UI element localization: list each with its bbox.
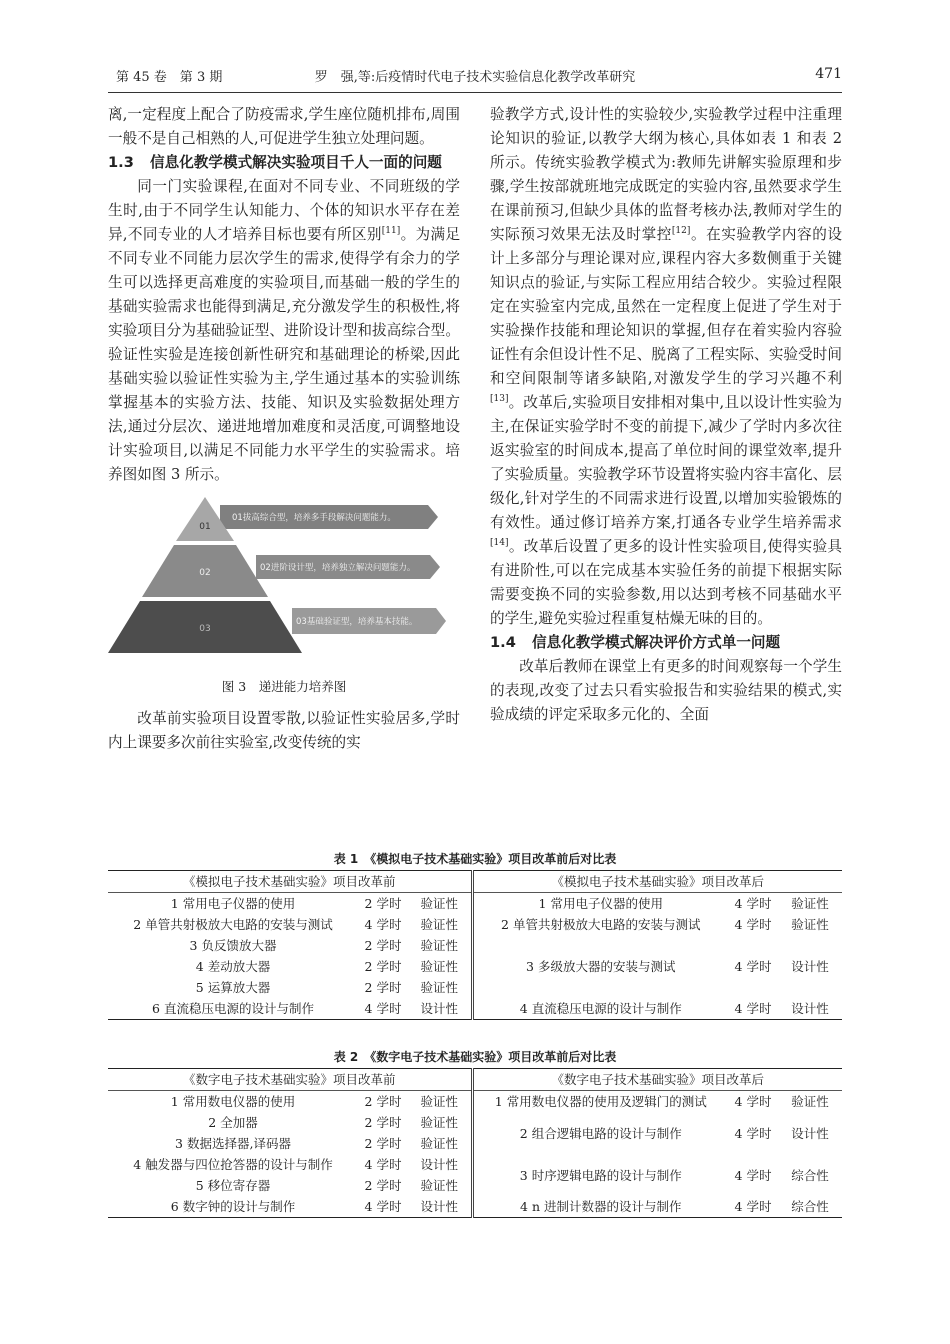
table-cell: 4 学时 <box>364 917 402 932</box>
table-cell: 5 运算放大器 <box>195 980 271 995</box>
tier-number: 01 <box>199 522 211 532</box>
table-cell: 设计性 <box>420 1157 458 1172</box>
table-cell: 2 学时 <box>364 1178 402 1193</box>
table-cell: 4 学时 <box>734 1001 772 1016</box>
table-1 <box>108 870 842 1020</box>
figure-caption: 图 3 递进能力培养图 <box>221 679 347 694</box>
table-cell: 3 负反馈放大器 <box>189 938 277 953</box>
table-cell: 4 学时 <box>734 959 772 974</box>
table-cell: 验证性 <box>420 1136 458 1151</box>
table-title: 表 2 《数字电子技术基础实验》项目改革前后对比表 <box>333 1050 617 1064</box>
table-row <box>108 998 842 1020</box>
table-cell: 验证性 <box>420 1094 458 1109</box>
table-2 <box>108 1068 842 1218</box>
table-cell: 1 常用电子仪器的使用 <box>472 893 728 915</box>
table-cell: 验证性 <box>420 938 458 953</box>
table-row <box>108 1154 842 1175</box>
table-cell: 4 学时 <box>734 1167 772 1183</box>
paragraph-text: 。为满足不同专业不同能力层次学生的需求,使得学有余力的学生可以选择更高难度的实验项目,而基础一般的学生的基础实验需求也能得到满足,充分激发学生的积极性,将实验项目分为基础验证型、进阶设计型和拔高综合型。验证性实验是连接创新性研究和基础理论的桥梁,因此基础实验以验证性实验为主,学生通过基本的实验训练掌握基本的实验方法、技能、知识及实验数据处理方法,通过分层次、递进地增加难度和灵活度,可调整地设计实验项目,以满足不同能力水平学生的实验需求。培养图如图 3 所示。 <box>108 226 460 483</box>
table-cell: 2 学时 <box>364 1115 402 1130</box>
section-number: 1.4 <box>490 634 516 651</box>
section-heading-1-4 <box>490 631 842 655</box>
table-cell: 4 直流稳压电源的设计与制作 <box>472 998 728 1020</box>
running-title: 罗 强,等:后疫情时代电子技术实验信息化教学改革研究 <box>314 70 636 85</box>
table-row <box>108 914 842 935</box>
tier-number: 03 <box>199 624 211 634</box>
table-cell: 1 常用电子仪器的使用 <box>170 896 296 911</box>
table-cell: 4 触发器与四位抢答器的设计与制作 <box>133 1157 333 1172</box>
section-number: 1.3 <box>108 154 134 171</box>
citation-ref: [12] <box>671 226 691 237</box>
table-cell: 4 学时 <box>734 896 772 911</box>
table-cell: 6 数字钟的设计与制作 <box>170 1199 296 1214</box>
table-cell: 4 n 进制计数器的设计与制作 <box>472 1196 728 1218</box>
table-cell: 设计性 <box>420 1001 458 1016</box>
table-cell: 验证性 <box>791 917 829 932</box>
table-1-block <box>108 848 842 1020</box>
table-cell: 设计性 <box>791 1001 829 1016</box>
table-row <box>108 1091 842 1113</box>
table-cell: 2 学时 <box>364 959 402 974</box>
table-cell: 3 时序逻辑电路的设计与制作 <box>472 1154 728 1196</box>
paragraph-text: 验教学方式,设计性的实验较少,实验教学过程中注重理论知识的验证,以教学大纲为核心,具体如表 1 和表 2 所示。传统实验教学模式为:教师先讲解实验原理和步骤,学生按部就班地完成既定的实验内容,虽然要求学生在课前预习,但缺少具体的监督考核办法,教师对学生的实际预习效果无法及时掌控 <box>490 106 842 243</box>
table-cell: 验证性 <box>420 917 458 932</box>
citation-ref: [14] <box>490 538 509 549</box>
body-paragraph: 改革前实验项目设置零散,以验证性实验居多,学时内上课要多次前往实验室,改变传统的实 <box>108 710 460 751</box>
table-cell: 验证性 <box>420 1178 458 1193</box>
table-2-block <box>108 1046 842 1218</box>
table-header-after: 《模拟电子技术基础实验》项目改革后 <box>472 871 842 893</box>
table-cell: 4 学时 <box>734 917 772 932</box>
level-label: 01拔高综合型，培养多手段解决问题能力。 <box>232 513 396 523</box>
table-row <box>108 1112 842 1133</box>
table-title: 表 1 《模拟电子技术基础实验》项目改革前后对比表 <box>333 852 617 866</box>
table-cell: 验证性 <box>791 1094 829 1109</box>
table-row <box>108 1196 842 1218</box>
table-cell: 2 学时 <box>364 1094 402 1109</box>
citation-ref: [13] <box>490 394 509 405</box>
table-header-row <box>108 1069 842 1091</box>
body-paragraph: 改革后教师在课堂上有更多的时间观察每一个学生的表现,改变了过去只看实验报告和实验结果的模式,实验成绩的评定采取多元化的、全面 <box>490 658 842 723</box>
table-cell: 5 移位寄存器 <box>195 1178 271 1193</box>
table-cell: 验证性 <box>420 980 458 995</box>
body-paragraph <box>490 103 842 631</box>
table-cell: 4 学时 <box>734 1199 772 1214</box>
level-label: 03基础验证型，培养基本技能。 <box>296 617 418 627</box>
continued-paragraph: 离,一定程度上配合了防疫需求,学生座位随机排布,周围一般不是自己相熟的人,可促进学生独立处理问题。 <box>108 106 460 147</box>
table-cell: 4 学时 <box>364 1199 402 1214</box>
paragraph-text: 。改革后,实验项目安排相对集中,且以设计性实验为主,在保证实验学时不变的前提下,减少了学时内多次往返实验室的时间成本,提高了单位时间的课堂效率,提升了实验质量。实验教学环节设置将实验内容丰富化、层级化,针对学生的不同需求进行设置,以增加实验锻炼的有效性。通过修订培养方案,打通各专业学生培养需求 <box>490 394 842 531</box>
table-cell: 设计性 <box>791 959 829 974</box>
table-cell: 验证性 <box>420 959 458 974</box>
table-cell: 验证性 <box>791 896 829 911</box>
header-rule <box>108 92 842 93</box>
table-row <box>108 893 842 915</box>
section-heading-1-3 <box>108 151 460 175</box>
table-cell: 2 单管共射极放大电路的安装与测试 <box>472 914 728 935</box>
table-cell: 验证性 <box>420 1115 458 1130</box>
table-cell: 验证性 <box>420 896 458 911</box>
paragraph-text: 同一门实验课程,在面对不同专业、不同班级的学生时,由于不同学生认知能力、个体的知识水平存在差异,不同专业的人才培养目标也要有所区别 <box>108 178 460 243</box>
table-cell: 6 直流稳压电源的设计与制作 <box>152 1001 314 1016</box>
table-cell: 设计性 <box>420 1199 458 1214</box>
table-header-after: 《数字电子技术基础实验》项目改革后 <box>472 1069 842 1091</box>
table-header-before: 《数字电子技术基础实验》项目改革前 <box>108 1069 472 1091</box>
left-column <box>108 103 460 755</box>
right-column <box>490 103 842 727</box>
section-title: 信息化教学模式解决实验项目千人一面的问题 <box>150 154 442 171</box>
tier-number: 02 <box>199 568 211 578</box>
level-label: 02进阶设计型，培养独立解决问题能力。 <box>260 563 416 573</box>
table-cell: 综合性 <box>791 1167 829 1183</box>
table-header-row <box>108 871 842 893</box>
table-cell: 4 学时 <box>364 1157 402 1172</box>
table-cell: 3 数据选择器,译码器 <box>175 1136 291 1151</box>
table-cell: 设计性 <box>791 1125 829 1141</box>
table-cell: 2 学时 <box>364 896 402 911</box>
table-cell: 4 学时 <box>734 1125 772 1141</box>
table-cell: 2 学时 <box>364 1136 402 1151</box>
table-cell: 4 差动放大器 <box>195 959 271 974</box>
table-cell: 2 全加器 <box>208 1115 258 1130</box>
table-cell: 3 多级放大器的安装与测试 <box>472 935 728 998</box>
table-cell: 1 常用数电仪器的使用及逻辑门的测试 <box>472 1091 728 1113</box>
journal-volume: 第 45 卷 第 3 期 <box>116 70 223 85</box>
body-paragraph <box>108 175 460 487</box>
table-cell: 4 学时 <box>364 1001 402 1016</box>
pyramid-figure <box>108 495 460 665</box>
table-header-before: 《模拟电子技术基础实验》项目改革前 <box>108 871 472 893</box>
table-cell: 1 常用数电仪器的使用 <box>170 1094 296 1109</box>
table-row <box>108 935 842 956</box>
page-number: 471 <box>815 66 842 82</box>
section-title: 信息化教学模式解决评价方式单一问题 <box>532 634 781 651</box>
table-cell: 综合性 <box>791 1199 829 1214</box>
citation-ref: [11] <box>381 226 401 237</box>
table-cell: 2 单管共射极放大电路的安装与测试 <box>133 917 333 932</box>
table-cell: 2 学时 <box>364 938 402 953</box>
table-cell: 4 学时 <box>734 1094 772 1109</box>
table-cell: 2 学时 <box>364 980 402 995</box>
table-cell: 2 组合逻辑电路的设计与制作 <box>472 1112 728 1154</box>
paragraph-text: 。改革后设置了更多的设计性实验项目,使得实验具有进阶性,可以在完成基本实验任务的前提下根据实际需要变换不同的实验参数,用以达到考核不同基础水平的学生,避免实验过程重复枯燥无味的目的。 <box>490 538 842 627</box>
paragraph-text: 。在实验教学内容的设计上多部分与理论课对应,课程内容大多数侧重于关键知识点的验证,与实际工程应用结合较少。实验过程限定在实验室内完成,虽然在一定程度上促进了学生对于实验操作技能和理论知识的掌握,但存在着实验内容验证性有余但设计性不足、脱离了工程实际、实验受时间和空间限制等诸多缺陷,对激发学生的学习兴趣不利 <box>490 226 842 387</box>
running-header <box>108 66 842 90</box>
